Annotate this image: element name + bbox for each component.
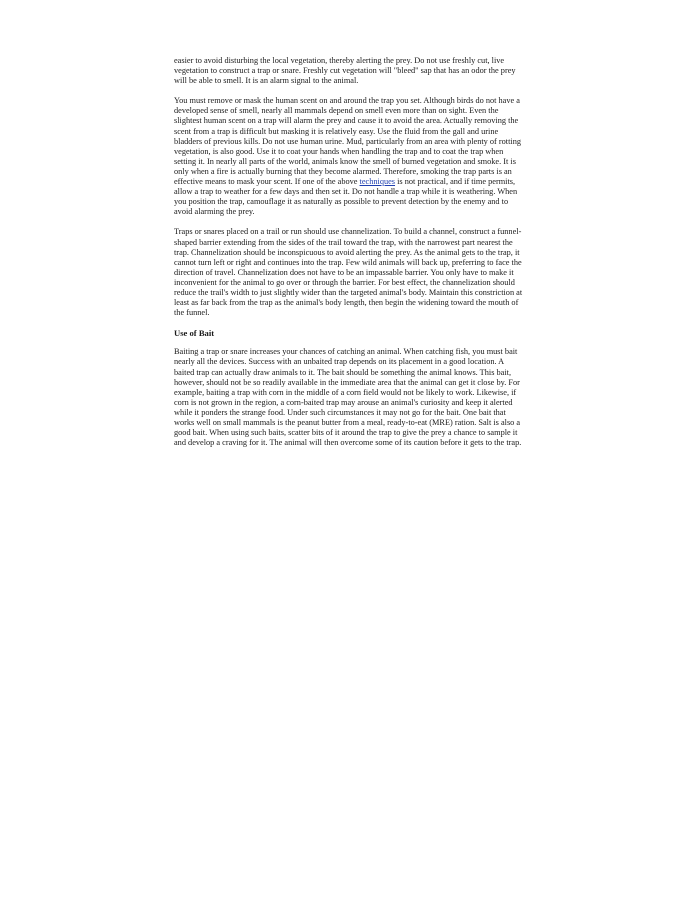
- paragraph-channelization: Traps or snares placed on a trail or run should use channelization. To build a channel, construct a funnel-shaped barrier extending from the sides of the trail toward the trap, with the narrowest part nearest the trap. Channelization should be inconspicuous to avoid alerting the prey. As the animal gets to the trap, it cannot turn left or right and continues into the trap. Few wild animals will back up, preferring to face the direction of travel. Channelization does not have to be an impassable barrier. You only have to make it inconvenient for the animal to go over or through the barrier. For best effect, the channelization should reduce the trail's width to just slightly wider than the targeted animal's body. Maintain this constriction at least as far back from the trap as the animal's body length, then begin the widening toward the mouth of the funnel.: [174, 227, 523, 318]
- paragraph-baiting: Baiting a trap or snare increases your chances of catching an animal. When catching fish, you must bait nearly all the devices. Success with an unbaited trap depends on its placement in a good location. A baited trap can actually draw animals to it. The bait should be something the animal knows. This bait, however, should not be so readily available in the immediate area that the animal can get it close by. For example, baiting a trap with corn in the middle of a corn field would not be likely to work. Likewise, if corn is not grown in the region, a corn-baited trap may arouse an animal's curiosity and keep it alerted while it ponders the strange food. Under such circumstances it may not go for the bait. One bait that works well on small mammals is the peanut butter from a meal, ready-to-eat (MRE) ration. Salt is also a good bait. When using such baits, scatter bits of it around the trap to give the prey a chance to sample it and develop a craving for it. The animal will then overcome some of its caution before it gets to the trap.: [174, 347, 522, 448]
- paragraph-human-scent: [174, 96, 526, 217]
- paragraph-human-scent-text-1: You must remove or mask the human scent on and around the trap you set. Although birds do not have a developed sense of smell, nearly all mammals depend on smell even more than on sight. Even the slightest human scent on a trap will alarm the prey and cause it to avoid the area. Actually removing the scent from a trap is difficult but masking it is relatively easy. Use the fluid from the gall and urine bladders of previous kills. Do not use human urine. Mud, particularly from an area with plenty of rotting vegetation, is also good. Use it to coat your hands when handling the trap and to coat the trap when setting it. In nearly all parts of the world, animals know the smell of burned vegetation and smoke. It is only when a fire is actually burning that they become alarmed. Therefore, smoking the trap parts is an effective means to mask your scent. If one of the above: [174, 96, 522, 187]
- paragraph-vegetation: easier to avoid disturbing the local vegetation, thereby alerting the prey. Do not use freshly cut, live vegetation to construct a trap or snare. Freshly cut vegetation will "bleed" sap that has an odor the prey will be able to smell. It is an alarm signal to the animal.: [174, 56, 516, 86]
- document-body: [174, 56, 526, 458]
- section-heading-use-of-bait: Use of Bait: [174, 328, 215, 339]
- techniques-link[interactable]: techniques: [359, 177, 396, 187]
- paragraph-human-scent-text-2: is not practical, and if time permits, allow a trap to weather for a few days and then set it. Do not handle a trap while it is weathering. When you position the trap, camouflage it as naturally as possible to prevent detection by the enemy and to avoid alarming the prey.: [174, 177, 518, 217]
